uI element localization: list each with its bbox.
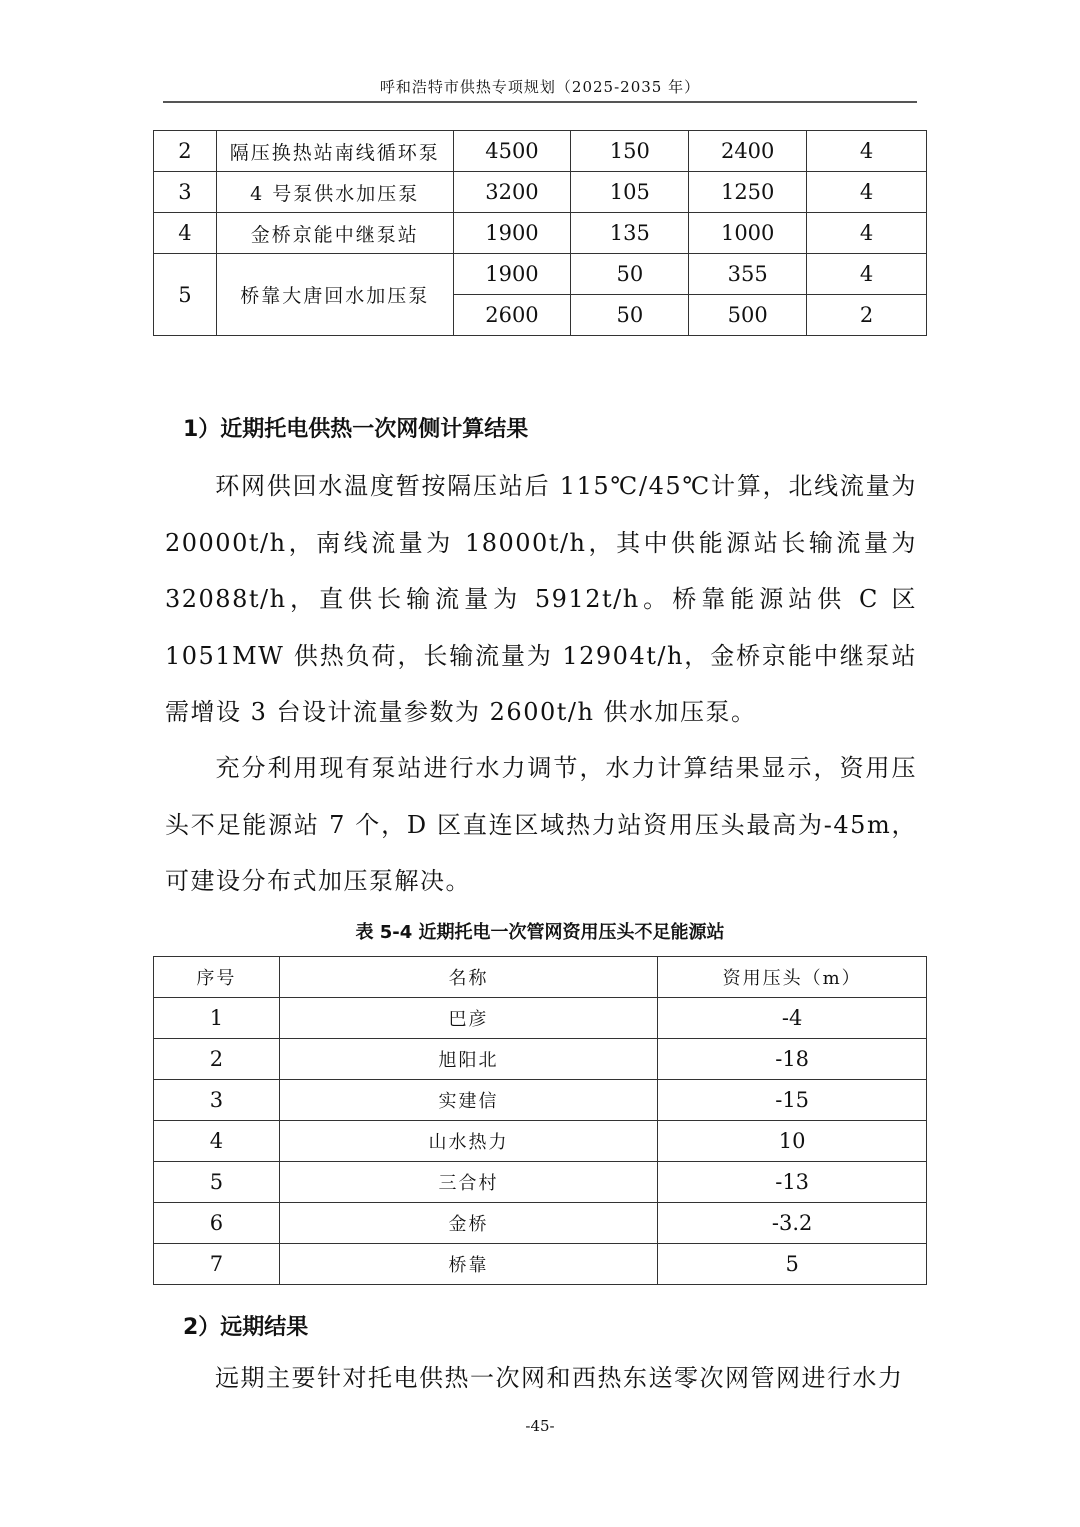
column-header: 名称 — [279, 957, 657, 998]
cell-name: 桥靠 — [279, 1244, 657, 1285]
cell-value: 355 — [689, 254, 807, 295]
table-caption: 表 5-4 近期托电一次管网资用压头不足能源站 — [355, 922, 725, 943]
cell-no: 2 — [154, 131, 217, 172]
cell-value: 135 — [571, 213, 689, 254]
cell-name: 三合村 — [279, 1162, 657, 1203]
page-header-title: 呼和浩特市供热专项规划（2025-2035 年） — [379, 78, 701, 96]
cell-value: 1900 — [453, 254, 571, 295]
page-number: -45- — [525, 1417, 555, 1435]
section-heading-near-term: 1）近期托电供热一次网侧计算结果 — [183, 417, 529, 442]
table-row — [154, 1080, 927, 1121]
cell-value: -3.2 — [658, 1203, 927, 1244]
table-row — [154, 172, 927, 213]
cell-no: 1 — [154, 998, 280, 1039]
column-header: 序号 — [154, 957, 280, 998]
cell-value: -18 — [658, 1039, 927, 1080]
cell-value: 105 — [571, 172, 689, 213]
paragraph-near-term-results — [165, 458, 917, 741]
table-row — [154, 998, 927, 1039]
column-header: 资用压头（m） — [658, 957, 927, 998]
cell-value: 4 — [807, 254, 927, 295]
cell-no: 4 — [154, 213, 217, 254]
cell-name: 山水热力 — [279, 1121, 657, 1162]
cell-value: 500 — [689, 295, 807, 336]
table-row — [154, 1244, 927, 1285]
paragraph-text: 环网供回水温度暂按隔压站后 115℃/45℃计算，北线流量为 20000t/h，南线流量为 18000t/h，其中供能源站长输流量为 32088t/h，直供长输流量为 5912t/h。桥靠能源站供 C 区 1051MW 供热负荷，长输流量为 12904t/h，金桥京能中继泵站需增设 3 台设计流量参数为 2600t/h 供水加压泵。 — [165, 472, 917, 726]
cell-no: 3 — [154, 1080, 280, 1121]
table-row — [154, 1203, 927, 1244]
cell-value: 50 — [571, 295, 689, 336]
paragraph-long-term-results — [165, 1350, 917, 1407]
table-row — [154, 1162, 927, 1203]
table-row — [154, 254, 927, 295]
cell-value: 4 — [807, 213, 927, 254]
cell-name: 隔压换热站南线循环泵 — [216, 131, 453, 172]
cell-name: 金桥京能中继泵站 — [216, 213, 453, 254]
cell-name: 桥靠大唐回水加压泵 — [216, 254, 453, 336]
cell-name: 4 号泵供水加压泵 — [216, 172, 453, 213]
cell-name: 巴彦 — [279, 998, 657, 1039]
cell-value: 2 — [807, 295, 927, 336]
cell-value: 2400 — [689, 131, 807, 172]
cell-no: 4 — [154, 1121, 280, 1162]
header-divider — [163, 101, 917, 103]
cell-name: 实建信 — [279, 1080, 657, 1121]
cell-value: 50 — [571, 254, 689, 295]
paragraph-text: 充分利用现有泵站进行水力调节，水力计算结果显示，资用压头不足能源站 7 个，D 区直连区域热力站资用压头最高为-45m，可建设分布式加压泵解决。 — [165, 754, 917, 895]
cell-name: 旭阳北 — [279, 1039, 657, 1080]
cell-no: 3 — [154, 172, 217, 213]
paragraph-hydraulic-adjustment — [165, 740, 917, 910]
cell-value: 4 — [807, 131, 927, 172]
cell-value: 3200 — [453, 172, 571, 213]
cell-no: 2 — [154, 1039, 280, 1080]
cell-value: 10 — [658, 1121, 927, 1162]
cell-value: 5 — [658, 1244, 927, 1285]
cell-no: 5 — [154, 254, 217, 336]
cell-value: -13 — [658, 1162, 927, 1203]
cell-value: 1900 — [453, 213, 571, 254]
table-row — [154, 213, 927, 254]
pressure-head-table — [153, 956, 927, 1285]
cell-value: 4 — [807, 172, 927, 213]
paragraph-text: 远期主要针对托电供热一次网和西热东送零次网管网进行水力 — [215, 1364, 904, 1392]
cell-no: 6 — [154, 1203, 280, 1244]
cell-name: 金桥 — [279, 1203, 657, 1244]
cell-value: -15 — [658, 1080, 927, 1121]
table-row — [154, 1039, 927, 1080]
cell-value: 1000 — [689, 213, 807, 254]
table-header-row — [154, 957, 927, 998]
cell-no: 7 — [154, 1244, 280, 1285]
section-heading-long-term: 2）远期结果 — [183, 1315, 309, 1340]
pump-table — [153, 130, 927, 336]
table-row — [154, 131, 927, 172]
cell-value: -4 — [658, 998, 927, 1039]
cell-no: 5 — [154, 1162, 280, 1203]
cell-value: 150 — [571, 131, 689, 172]
cell-value: 2600 — [453, 295, 571, 336]
table-row — [154, 1121, 927, 1162]
cell-value: 4500 — [453, 131, 571, 172]
cell-value: 1250 — [689, 172, 807, 213]
